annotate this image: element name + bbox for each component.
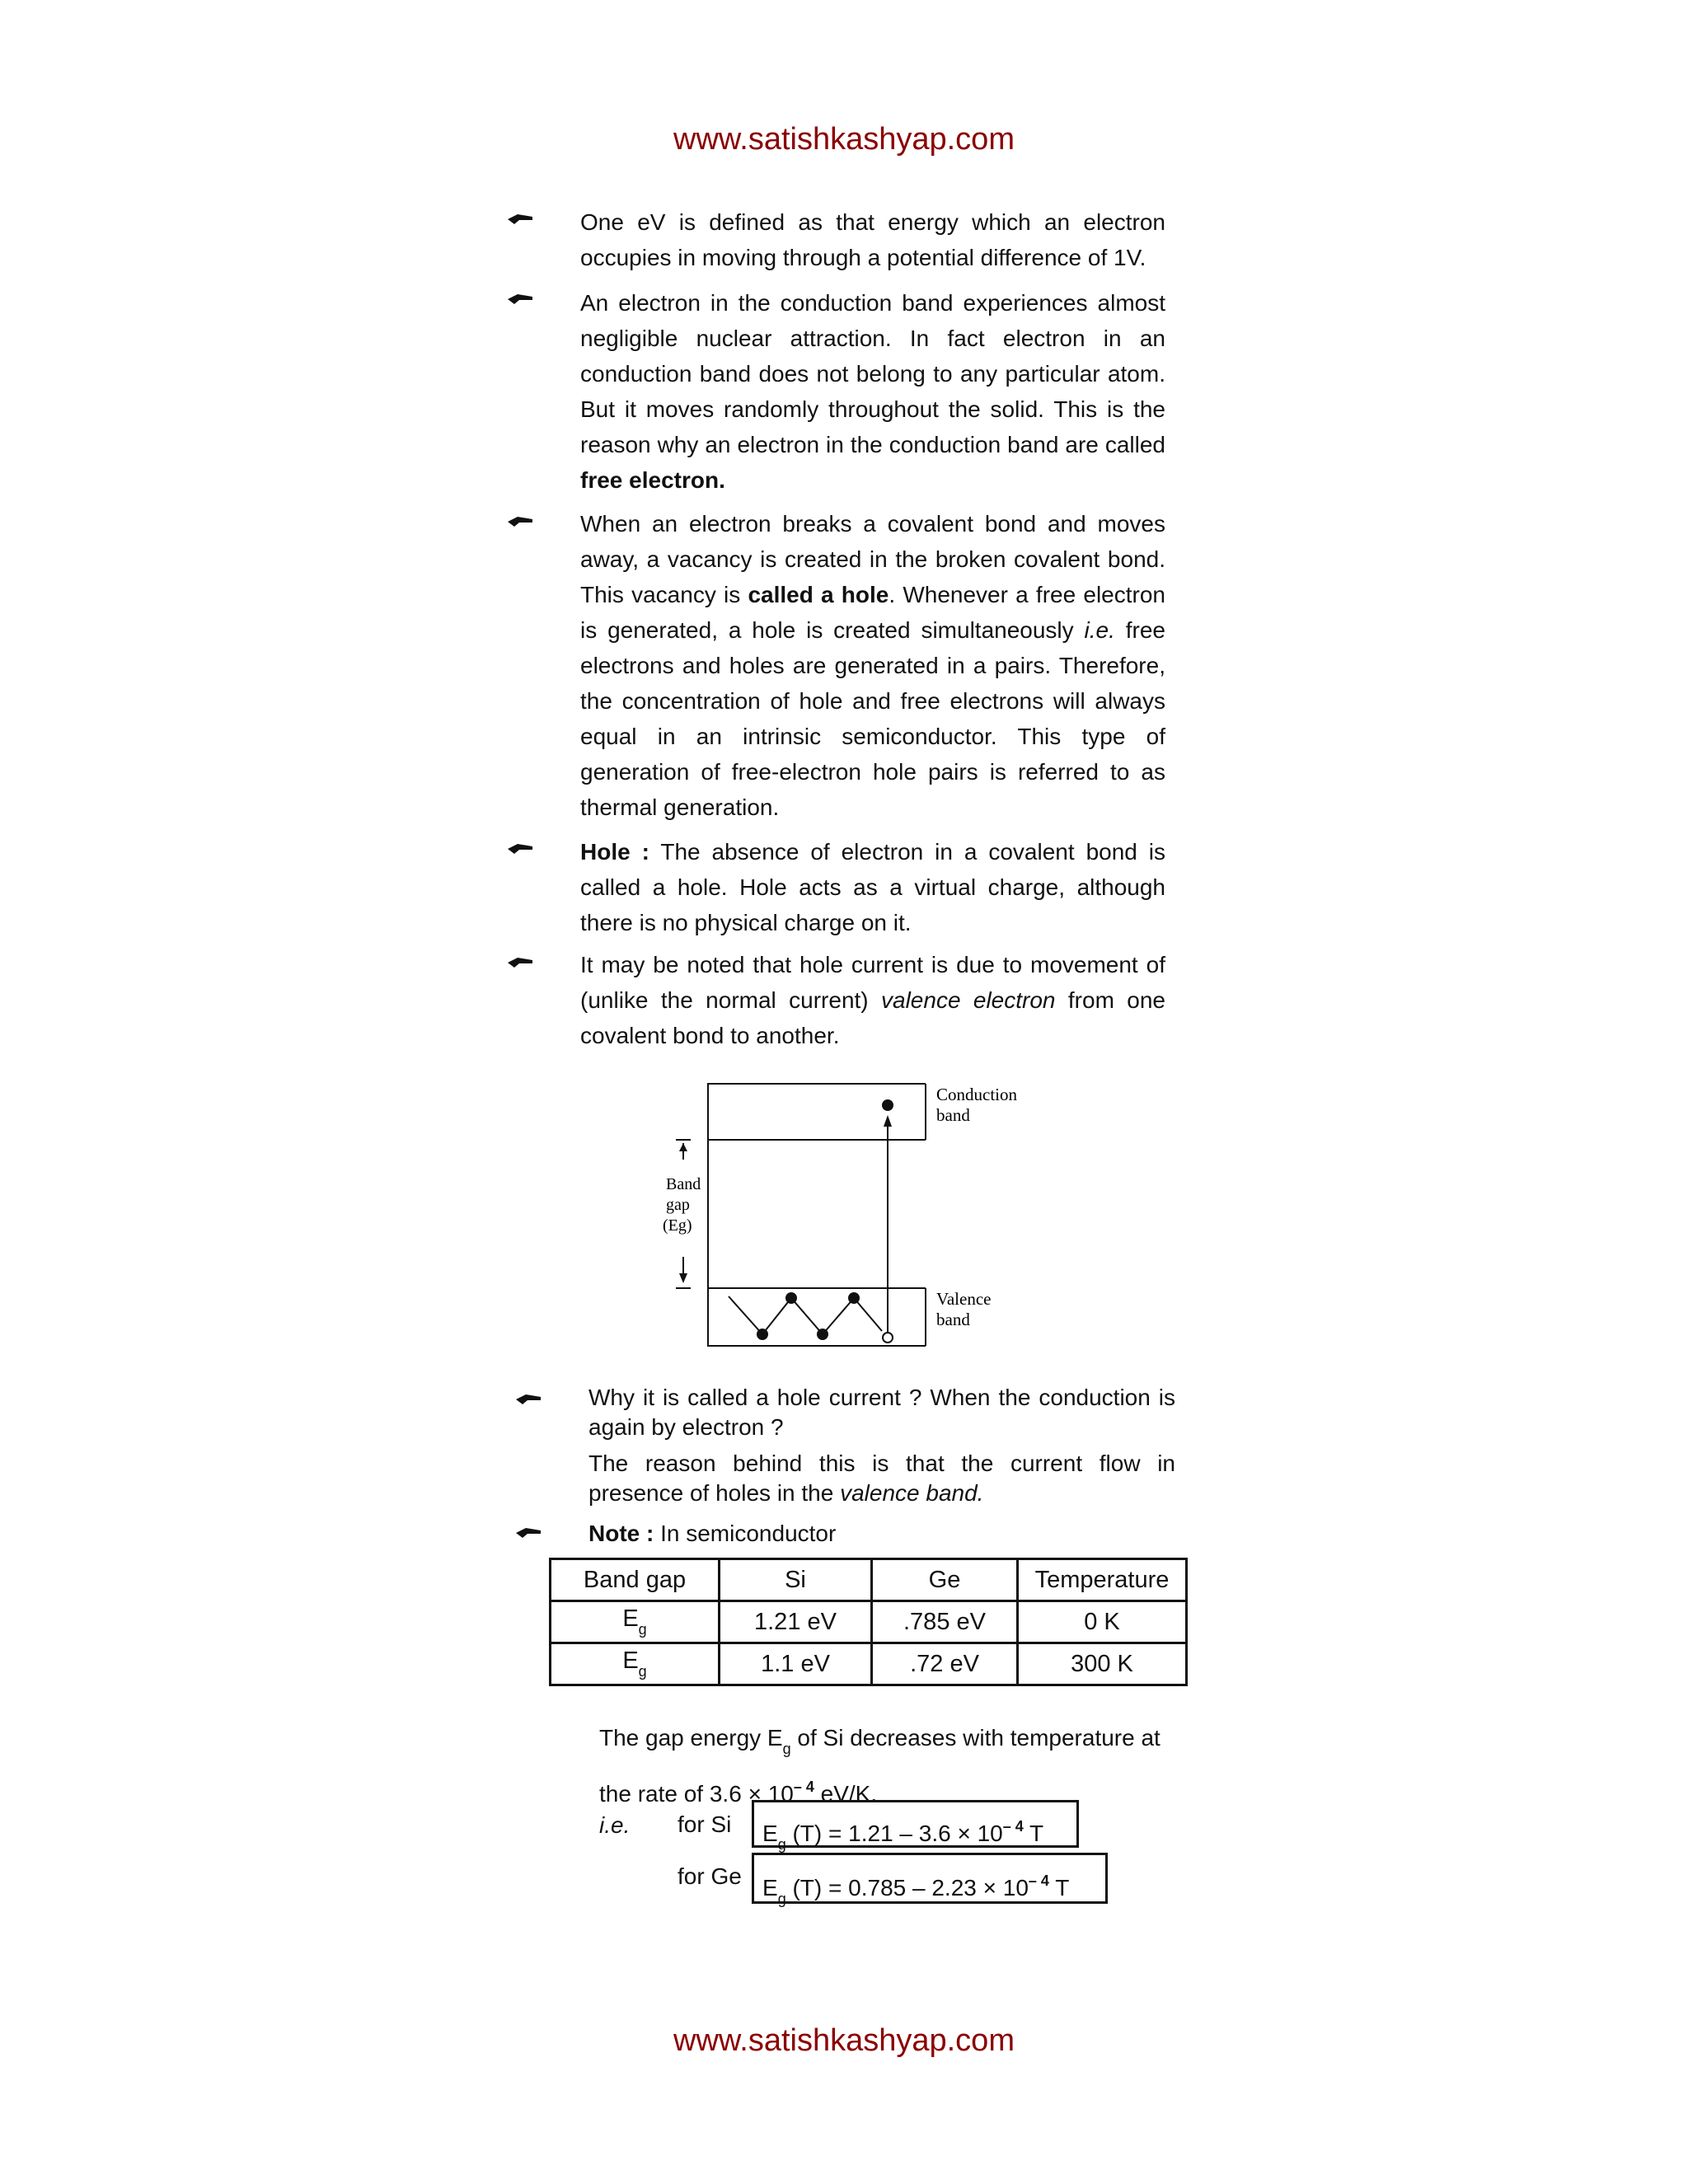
bullet-hole-definition: Hole : The absence of electron in a covalent bond is called a hole. Hole acts as a virtual charge, although there is no physical charge on it. bbox=[580, 839, 1166, 935]
table-row bbox=[551, 1643, 1187, 1685]
pointing-hand-icon bbox=[514, 1393, 542, 1406]
footer-website-url[interactable]: www.satishkashyap.com bbox=[673, 2023, 1015, 2058]
table-header: Si bbox=[720, 1559, 872, 1601]
bullet-hole-generation: When an electron breaks a covalent bond and moves away, a vacancy is created in the broken covalent bond. This vacancy is called a hole. Whenever a free electron is generated, a hole is created simultaneously i.e. free electrons and holes are generated in a pairs. Therefore, the concentration of hole and free electrons will always equal in an intrinsic semiconductor. This type of generation of free-electron hole pairs is referred to as thermal generation. bbox=[580, 511, 1165, 820]
bullet-note: Note : In semiconductor bbox=[588, 1521, 837, 1546]
table-cell: 0 K bbox=[1018, 1601, 1187, 1643]
bullet-electron-volt: One eV is defined as that energy which an electron occupies in moving through a potential difference of 1V. bbox=[580, 209, 1165, 270]
hole-circle bbox=[883, 1333, 893, 1343]
pointing-hand-icon bbox=[514, 1526, 542, 1540]
table-cell: 1.21 eV bbox=[720, 1601, 872, 1643]
svg-text:band: band bbox=[936, 1310, 970, 1329]
table-header: Temperature bbox=[1018, 1559, 1187, 1601]
table-cell: .785 eV bbox=[872, 1601, 1018, 1643]
bullet-why-hole-current: Why it is called a hole current ? When the conduction is again by electron ? The reason behind this is that the current flow in presence of holes in the valence band. bbox=[588, 1385, 1175, 1506]
pointing-hand-icon bbox=[506, 293, 534, 306]
svg-text:band: band bbox=[936, 1105, 970, 1125]
free-electron-term: free electron. bbox=[580, 467, 725, 493]
table-cell: $E_g$ bbox=[551, 1643, 720, 1685]
table-cell: .72 eV bbox=[872, 1643, 1018, 1685]
free-electron-dot bbox=[882, 1099, 893, 1111]
table-cell: 300 K bbox=[1018, 1643, 1187, 1685]
ge-equation-label: for Ge bbox=[678, 1863, 742, 1889]
svg-text:(Eg): (Eg) bbox=[663, 1216, 692, 1235]
table-cell: $E_g$ bbox=[551, 1601, 720, 1643]
valence-band-label: Valence bbox=[936, 1289, 992, 1309]
energy-band-diagram bbox=[643, 1076, 1039, 1356]
table-header-row bbox=[551, 1559, 1187, 1601]
band-gap-table bbox=[549, 1558, 1188, 1686]
ge-equation-box: $E_g$ $(T) = 0.785 - 2.23 \times 10^{- 4}$ T bbox=[752, 1853, 1108, 1904]
band-gap-label: Band bbox=[666, 1175, 701, 1193]
valence-electron-path bbox=[729, 1296, 882, 1334]
pointing-hand-icon bbox=[506, 956, 534, 969]
hole-term: called a hole bbox=[748, 582, 889, 607]
bullet-conduction-band: An electron in the conduction band experiences almost negligible nuclear attraction. In fact electron in an conduction band does not belong to any particular atom. But it moves randomly throughout the solid. This is the reason why an electron in the conduction band are called free electron. bbox=[580, 290, 1165, 493]
pointing-hand-icon bbox=[506, 515, 534, 528]
bullet-hole-current: It may be noted that hole current is due to movement of (unlike the normal current) valence electron from one covalent bond to another. bbox=[580, 952, 1166, 1048]
table-cell: 1.1 eV bbox=[720, 1643, 872, 1685]
table-row bbox=[551, 1601, 1187, 1643]
si-equation-box: $E_g$ $(T) = 1.21 - 3.6 \times 10^{- 4}$ T bbox=[752, 1800, 1079, 1848]
header-website-url[interactable]: www.satishkashyap.com bbox=[673, 122, 1015, 157]
pointing-hand-icon bbox=[506, 842, 534, 855]
ie-label: i.e. bbox=[599, 1812, 631, 1838]
gap-energy-text: The gap energy $E_g$ of Si decreases with temperature at the rate of $3.6 \times 10^{- 4}$ eV/K. bbox=[599, 1725, 1160, 1807]
conduction-band-label: Conduction bbox=[936, 1085, 1017, 1104]
pointing-hand-icon bbox=[506, 213, 534, 226]
table-header: Band gap bbox=[551, 1559, 720, 1601]
table-header: Ge bbox=[872, 1559, 1018, 1601]
si-equation-label: for Si bbox=[678, 1811, 732, 1837]
svg-text:gap: gap bbox=[666, 1196, 690, 1214]
